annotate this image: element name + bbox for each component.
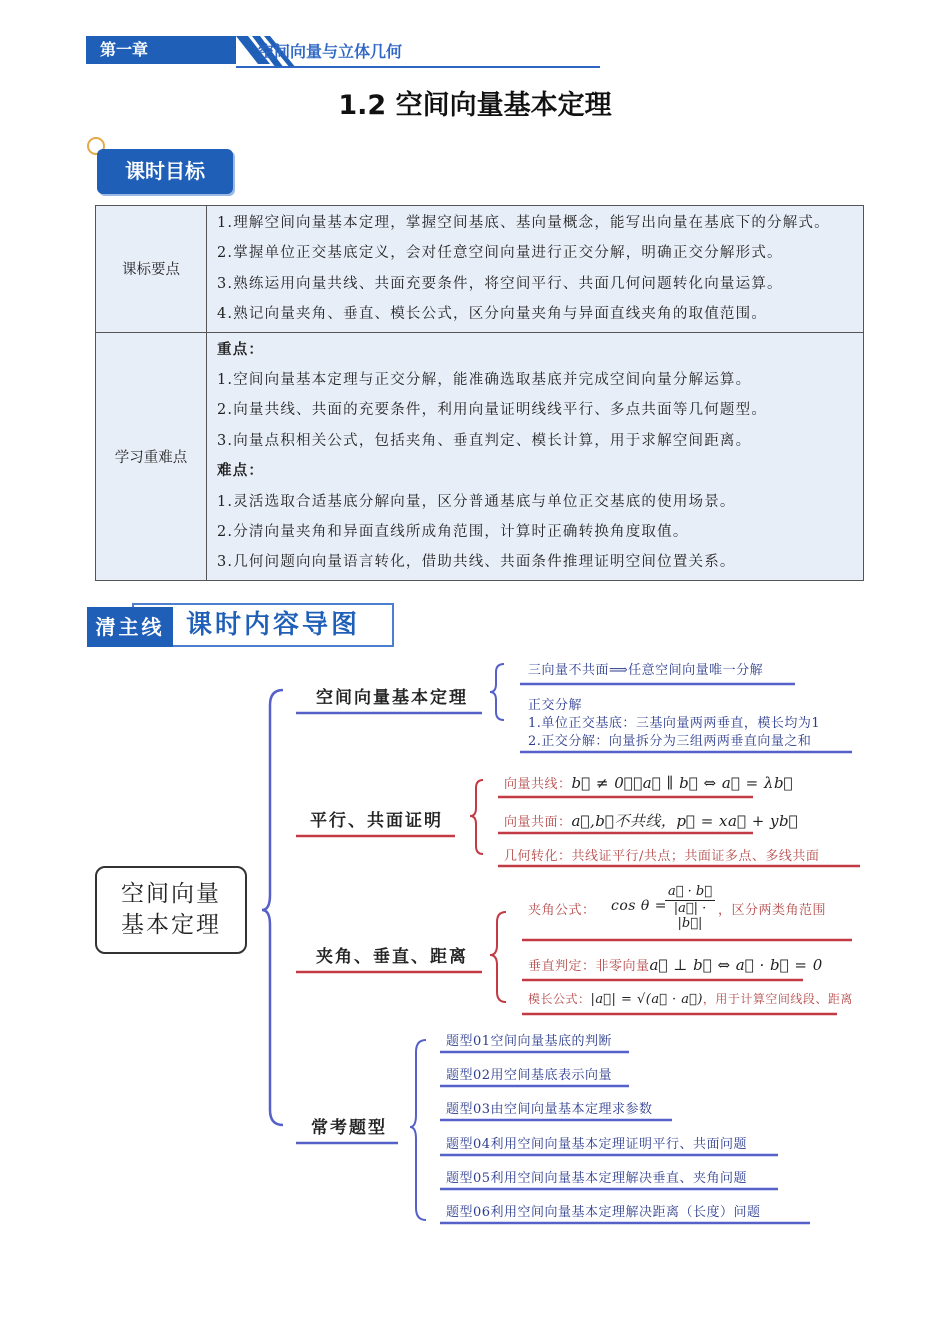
leaf-coplanar — [504, 810, 798, 831]
list-item: 3.几何问题向向量语言转化，借助共线、共面条件推理证明空间位置关系。 — [217, 554, 736, 571]
problem-type-03: 题型03由空间向量基本定理求参数 — [446, 1102, 653, 1117]
page-title: 1.2 空间向量基本定理 — [338, 90, 612, 121]
header-underline — [236, 66, 600, 68]
leaf-unique-decomposition: 三向量不共面⟹任意空间向量唯一分解 — [528, 663, 764, 678]
problem-type-01: 题型01空间向量基底的判断 — [446, 1034, 613, 1049]
leaf-orthogonal-line2: 2.正交分解：向量拆分为三组两两垂直向量之和 — [528, 734, 812, 749]
list-item: 4.熟记向量夹角、垂直、模长公式，区分向量夹角与异面直线夹角的取值范围。 — [217, 306, 768, 323]
leaf-magnitude-label: 模长公式： — [528, 992, 591, 1006]
list-item: 1.灵活选取合适基底分解向量，区分普通基底与单位正交基底的使用场景。 — [217, 493, 736, 510]
section-title: 课时内容导图 — [132, 603, 394, 647]
list-item: 3.熟练运用向量共线、共面充要条件，将空间平行、共面几何问题转化向量运算。 — [217, 275, 783, 292]
leaf-angle-formula-label: 夹角公式： — [528, 903, 596, 918]
leaf-magnitude — [528, 990, 853, 1007]
goals-table — [95, 205, 864, 581]
table-row — [96, 206, 864, 333]
list-item: 3.向量点积相关公式，包括夹角、垂直判定、模长计算，用于求解空间距离。 — [217, 432, 752, 449]
leaf-magnitude-suffix: ，用于计算空间线段、距离 — [702, 992, 853, 1006]
angle-denominator: |a⃗| · |b⃗| — [673, 901, 707, 931]
list-item: 1.空间向量基本定理与正交分解，能准确选取基底并完成空间向量分解运算。 — [217, 372, 752, 389]
list-item: 1.理解空间向量基本定理，掌握空间基底、基向量概念，能写出向量在基底下的分解式。 — [217, 215, 830, 231]
leaf-angle-formula-lhs — [611, 898, 667, 914]
chapter-subtitle: 空间向量与立体几何 — [258, 42, 403, 61]
leaf-coplanar-label: 向量共面： — [504, 815, 572, 830]
leaf-collinear — [504, 773, 793, 792]
list-item: 2.掌握单位正交基底定义，会对任意空间向量进行正交分解，明确正交分解形式。 — [217, 245, 783, 262]
angle-lhs: cos θ = — [611, 898, 668, 914]
leaf-collinear-label: 向量共线： — [504, 777, 572, 792]
problem-type-02: 题型02用空间基底表示向量 — [446, 1068, 613, 1083]
branch-parallel-coplanar: 平行、共面证明 — [310, 811, 443, 831]
leaf-collinear-formula: b⃗ ≠ 0⃗，a⃗ ∥ b⃗ ⇔ a⃗ = λb⃗ — [571, 774, 794, 792]
leaf-perp-label: 垂直判定：非零向量 — [528, 959, 650, 974]
leaf-geometric-conversion: 几何转化：共线证平行/共点；共面证多点、多线共面 — [504, 849, 820, 864]
table-row — [96, 332, 864, 580]
center-line-1: 空间向量 — [121, 881, 221, 907]
mindmap-center-node — [95, 866, 247, 954]
center-line-2: 基本定理 — [121, 912, 221, 938]
section-tag: 清主线 — [87, 607, 173, 647]
angle-numerator: a⃗ · b⃗ — [665, 884, 715, 901]
problem-type-06: 题型06利用空间向量基本定理解决距离（长度）问题 — [446, 1205, 761, 1220]
leaf-orthogonal-title: 正交分解 — [528, 698, 583, 713]
branch-basic-theorem: 空间向量基本定理 — [316, 688, 468, 708]
leaf-perp-formula: a⃗ ⊥ b⃗ ⇔ a⃗ · b⃗ = 0 — [649, 956, 823, 974]
leaf-coplanar-formula: a⃗,b⃗不共线，p⃗ = xa⃗ + yb⃗ — [571, 812, 799, 830]
chapter-tag: 第一章 — [86, 36, 236, 64]
row-content — [207, 206, 864, 333]
list-item: 2.分清向量夹角和异面直线所成角范围，计算时正确转换角度取值。 — [217, 524, 689, 541]
leaf-magnitude-formula: |a⃗| = √(a⃗ · a⃗) — [590, 992, 703, 1007]
angle-fraction — [665, 884, 715, 931]
leaf-perpendicular — [528, 955, 823, 974]
row-label: 课标要点 — [96, 206, 207, 333]
leaf-angle-suffix: ，区分两类角范围 — [718, 903, 827, 918]
problem-type-05: 题型05利用空间向量基本定理解决垂直、夹角问题 — [446, 1171, 748, 1186]
problem-type-04: 题型04利用空间向量基本定理证明平行、共面问题 — [446, 1137, 748, 1152]
chapter-header — [86, 36, 600, 68]
branch-angle-perp-distance: 夹角、垂直、距离 — [316, 947, 468, 967]
section-banner — [87, 603, 394, 649]
row-label: 学习重难点 — [96, 332, 207, 580]
row-content — [207, 332, 864, 580]
branch-common-problems: 常考题型 — [311, 1118, 387, 1138]
hard-heading: 难点： — [217, 463, 265, 480]
list-item: 2.向量共线、共面的充要条件，利用向量证明线线平行、多点共面等几何题型。 — [217, 402, 768, 419]
goal-badge: 课时目标 — [97, 149, 233, 194]
key-heading: 重点： — [217, 341, 265, 358]
leaf-orthogonal-line1: 1.单位正交基底：三基向量两两垂直，模长均为1 — [528, 716, 821, 731]
